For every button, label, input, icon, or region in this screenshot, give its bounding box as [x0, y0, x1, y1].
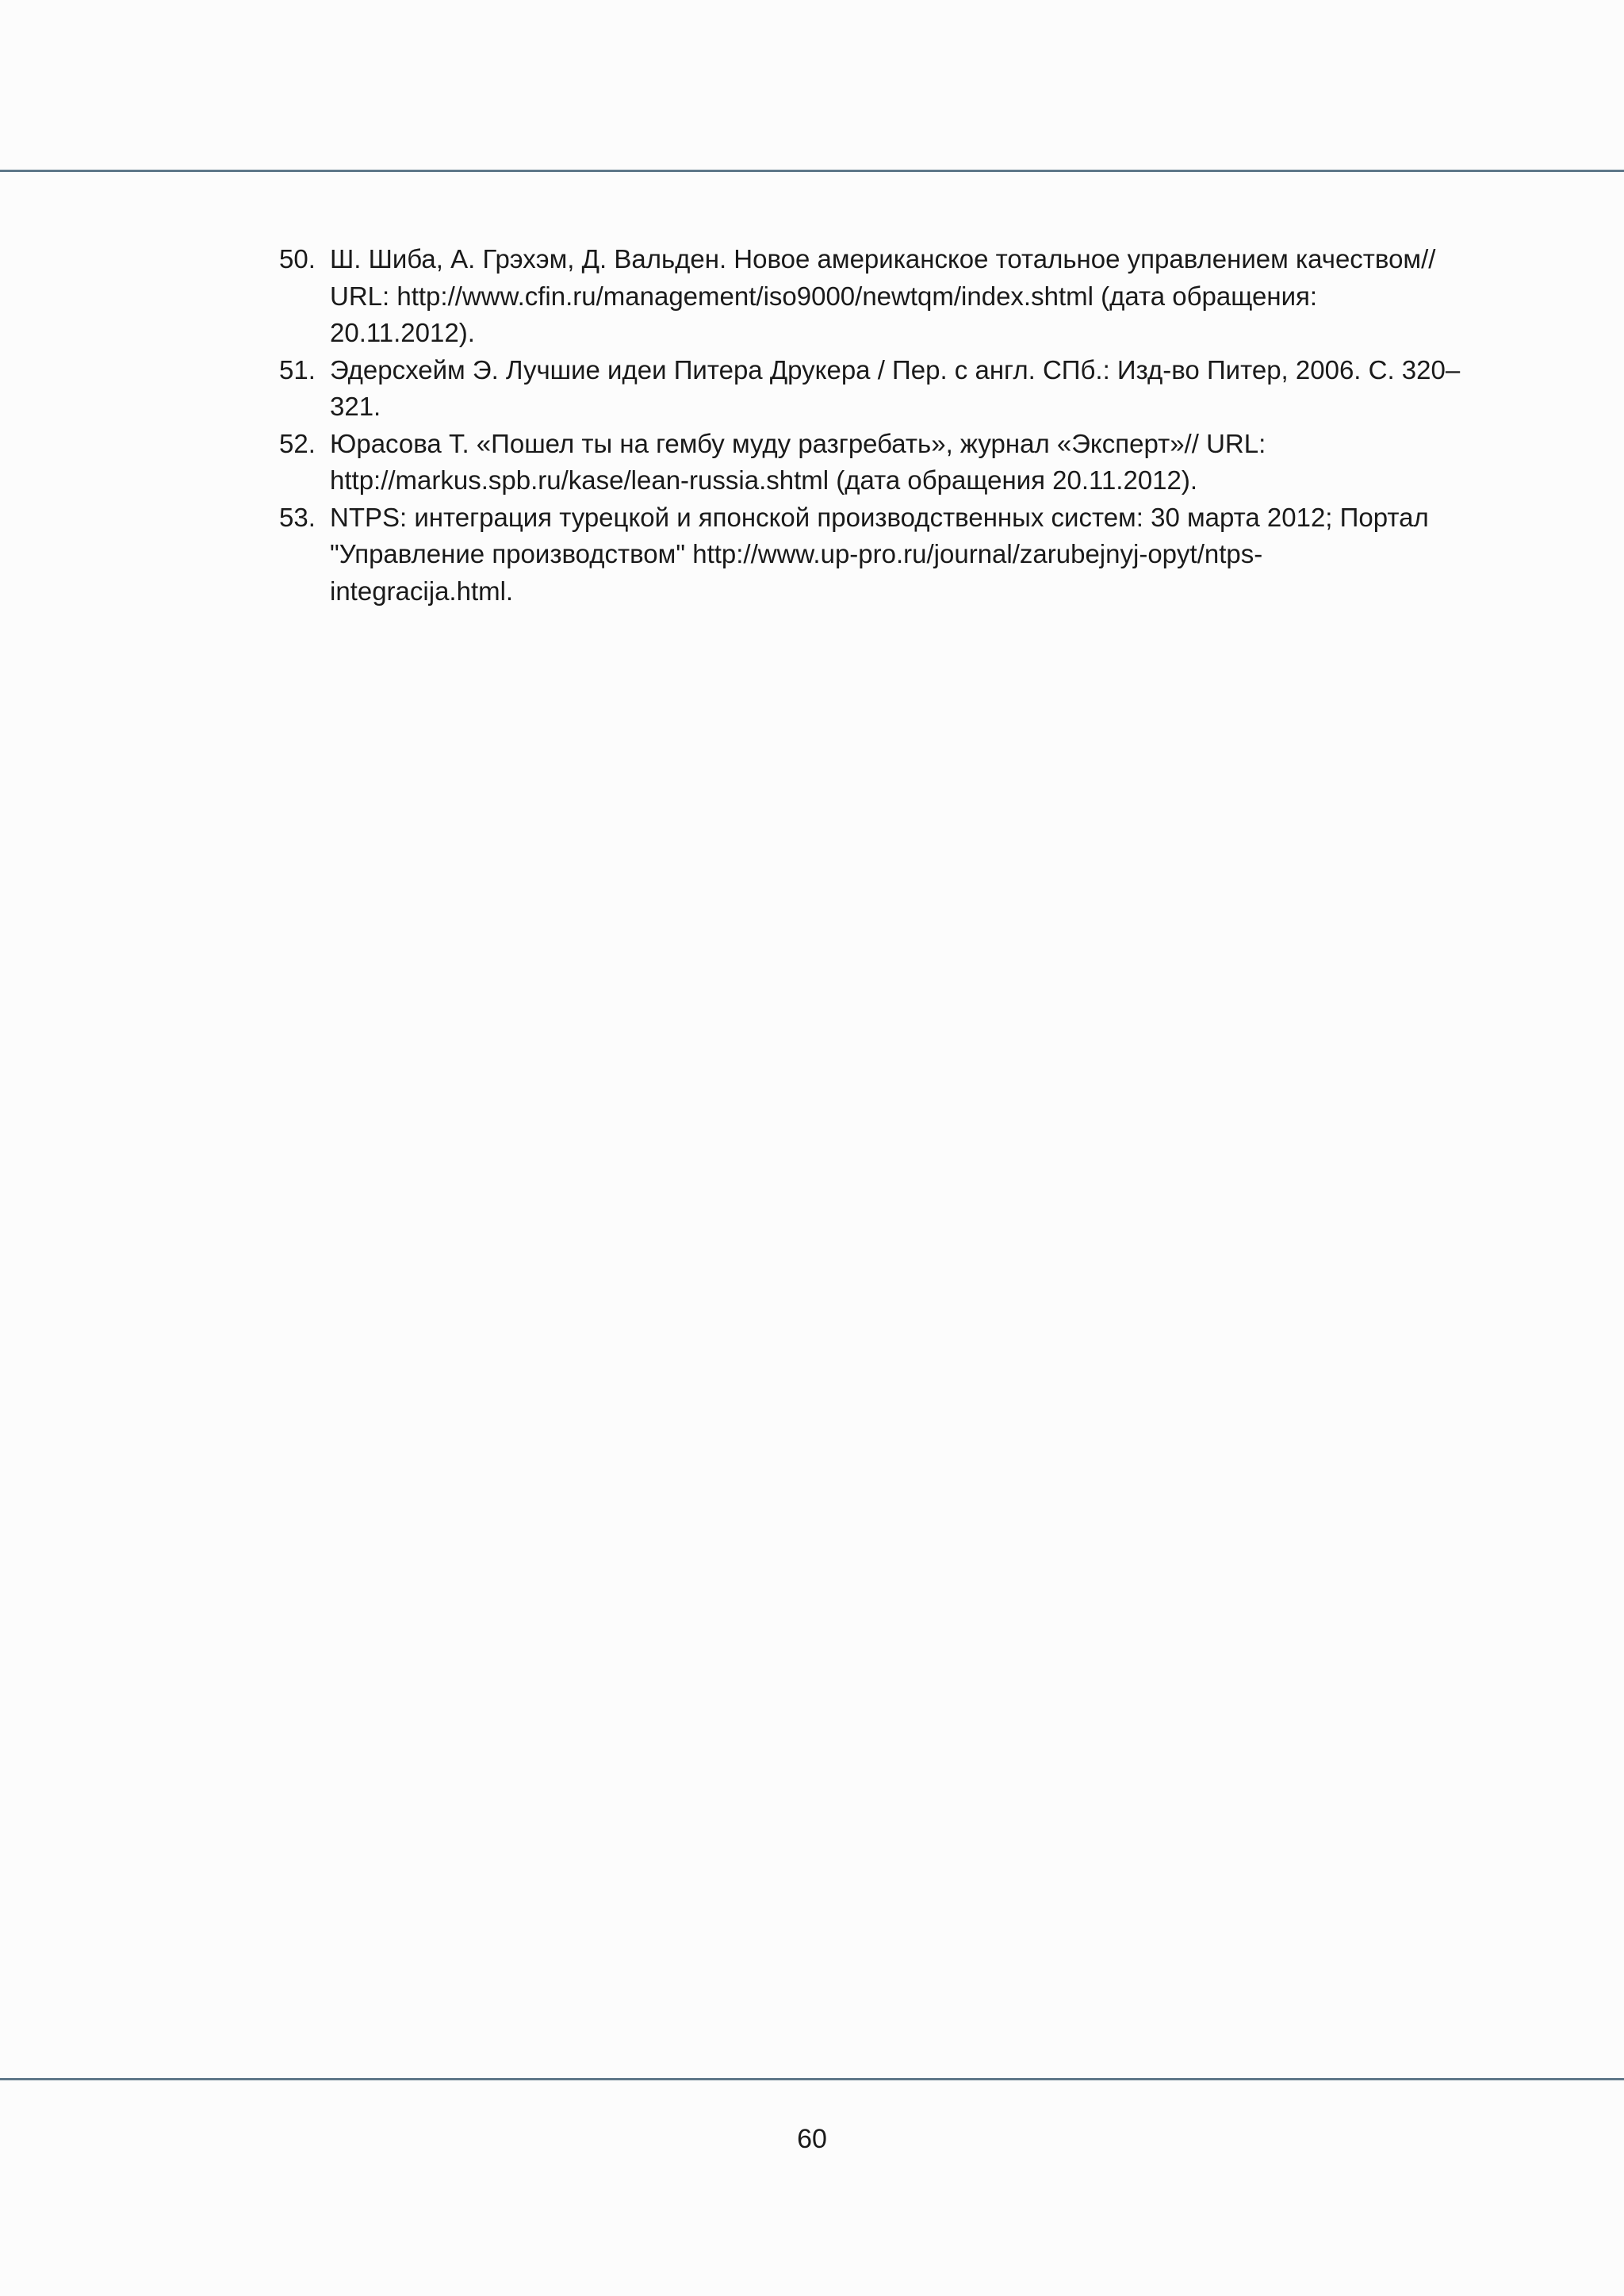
reference-item: [279, 241, 1500, 352]
page-number: 60: [797, 2124, 827, 2154]
footer-rule: [0, 2078, 1624, 2080]
reference-number: 50.: [279, 244, 316, 274]
reference-text-line: 321.: [330, 392, 381, 421]
header-rule: [0, 170, 1624, 172]
reference-number: 53.: [279, 502, 316, 532]
reference-text-line: NTPS: интеграция турецкой и японской производственных систем: 30 марта 2012; Портал: [330, 502, 1429, 532]
reference-list: [279, 241, 1500, 610]
reference-text-line: Ш. Шиба, А. Грэхэм, Д. Вальден. Новое американское тотальное управлением качеством//: [330, 244, 1436, 274]
reference-text-line: integracija.html.: [330, 576, 514, 606]
reference-text-line: http://markus.spb.ru/kase/lean-russia.shtml (дата обращения 20.11.2012).: [330, 465, 1198, 495]
reference-text-line: Юрасова Т. «Пошел ты на гембу муду разгребать», журнал «Эксперт»// URL:: [330, 428, 1266, 458]
reference-item: [279, 499, 1500, 610]
reference-text-line: "Управление производством" http://www.up-pro.ru/journal/zarubejnyj-opyt/ntps-: [330, 539, 1263, 568]
reference-text-line: 20.11.2012).: [330, 318, 475, 347]
reference-number: 51.: [279, 354, 316, 385]
reference-item: [279, 352, 1500, 426]
reference-text-line: Эдерсхейм Э. Лучшие идеи Питера Друкера / Пер. с англ. СПб.: Изд-во Питер, 2006. С. 320–: [330, 354, 1461, 385]
reference-item: [279, 426, 1500, 499]
reference-number: 52.: [279, 428, 316, 458]
reference-text-line: URL: http://www.cfin.ru/management/iso9000/newtqm/index.shtml (дата обращения:: [330, 281, 1318, 311]
